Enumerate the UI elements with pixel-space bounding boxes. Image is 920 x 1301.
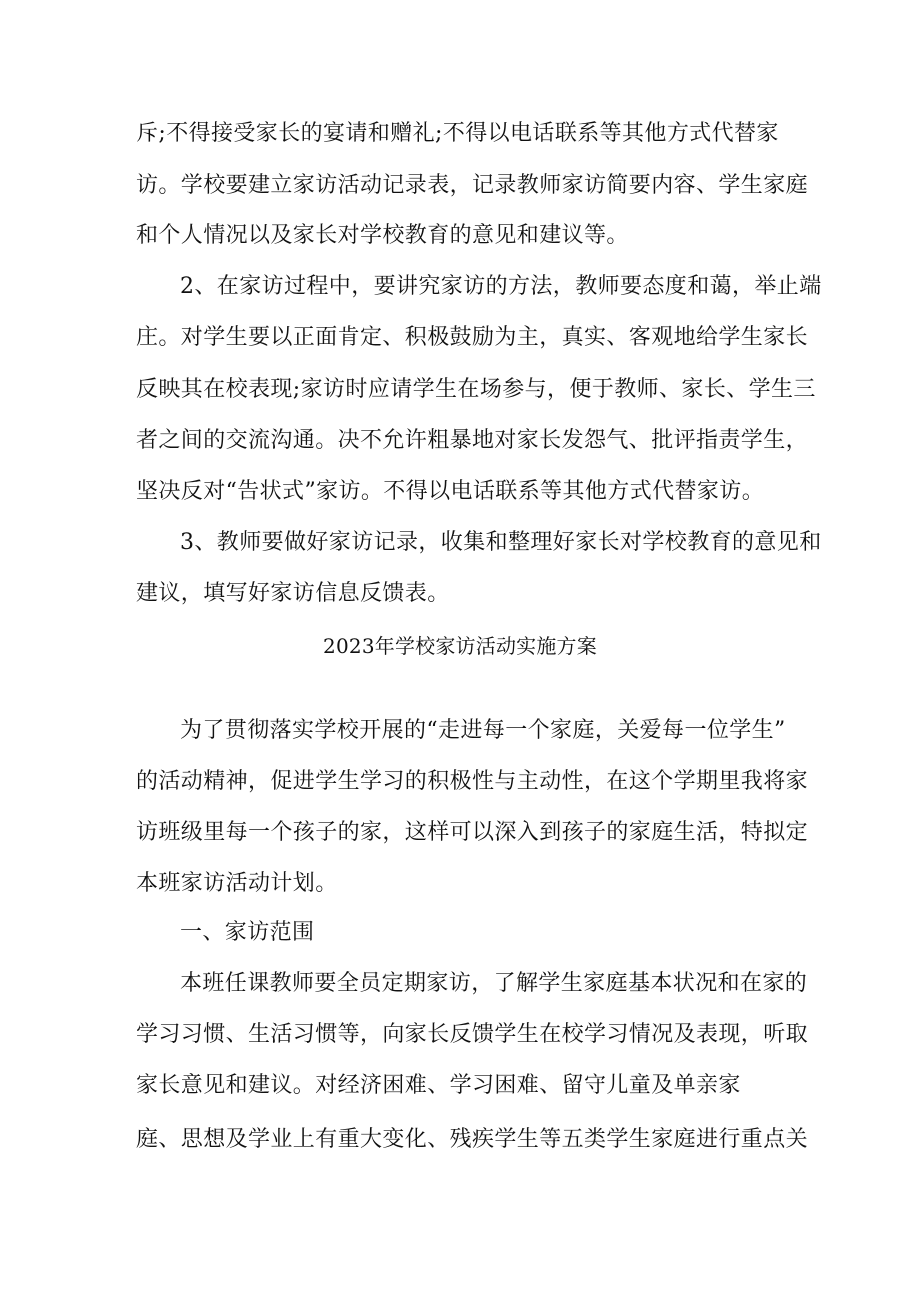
paragraph-line: 斥;不得接受家长的宴请和赠礼;不得以电话联系等其他方式代替家 <box>136 121 779 146</box>
paragraph-line: 反映其在校表现;家访时应请学生在场参与，便于教师、家长、学生三 <box>136 377 816 402</box>
section-line: 庭、思想及学业上有重大变化、残疾学生等五类学生家庭进行重点关 <box>136 1127 809 1152</box>
paragraph-line: 2、在家访过程中，要讲究家访的方法，教师要态度和蔼，举止端 <box>180 274 822 299</box>
paragraph-line: 访。学校要建立家访活动记录表，记录教师家访简要内容、学生家庭 <box>136 173 809 198</box>
intro-line: 为了贯彻落实学校开展的“走进每一个家庭，关爱每一位学生” <box>180 718 786 743</box>
intro-line: 访班级里每一个孩子的家，这样可以深入到孩子的家庭生活，特拟定 <box>136 820 809 845</box>
paragraph-line: 坚决反对“告状式”家访。不得以电话联系等其他方式代替家访。 <box>136 479 765 504</box>
document-title: 2023年学校家访活动实施方案 <box>323 634 597 658</box>
section-line: 家长意见和建议。对经济困难、学习困难、留守儿童及单亲家 <box>136 1073 741 1098</box>
paragraph-line: 和个人情况以及家长对学校教育的意见和建议等。 <box>136 223 629 248</box>
paragraph-line: 庄。对学生要以正面肯定、积极鼓励为主，真实、客观地给学生家长 <box>136 325 809 350</box>
section-heading: 一、家访范围 <box>180 920 315 945</box>
intro-line: 本班家访活动计划。 <box>136 871 338 896</box>
section-line: 学习习惯、生活习惯等，向家长反馈学生在校学习情况及表现，听取 <box>136 1022 809 1047</box>
section-line: 本班任课教师要全员定期家访，了解学生家庭基本状况和在家的 <box>180 971 808 996</box>
paragraph-line: 3、教师要做好家访记录，收集和整理好家长对学校教育的意见和 <box>180 530 822 555</box>
paragraph-line: 者之间的交流沟通。决不允许粗暴地对家长发怨气、批评指责学生， <box>136 428 809 453</box>
paragraph-line: 建议，填写好家访信息反馈表。 <box>136 581 450 606</box>
intro-line: 的活动精神，促进学生学习的积极性与主动性，在这个学期里我将家 <box>136 769 809 794</box>
